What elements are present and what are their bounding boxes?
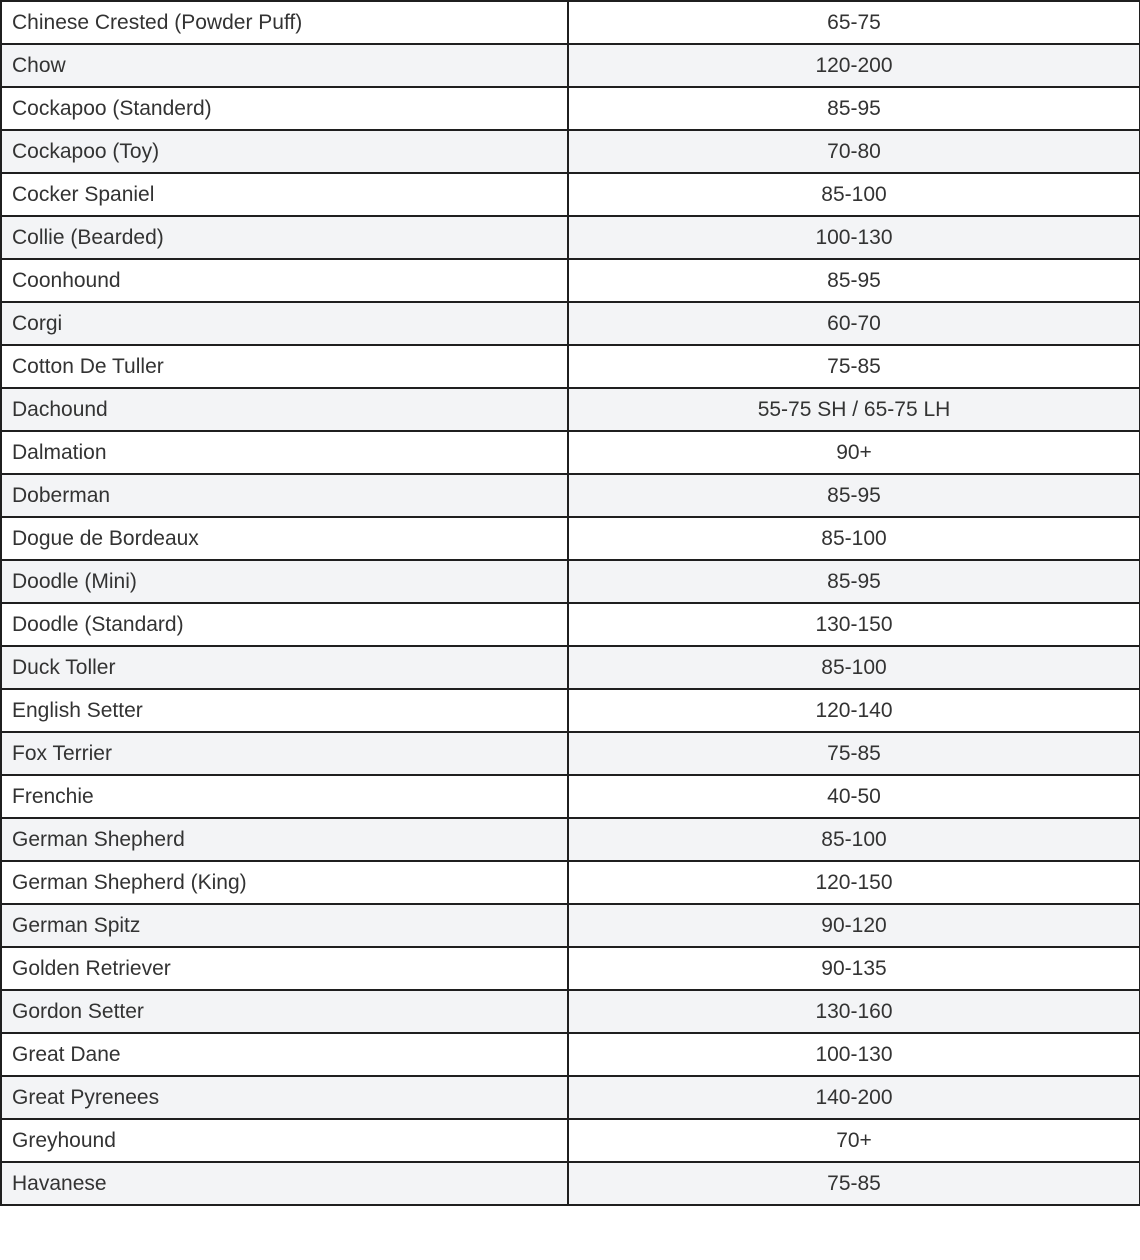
price-range-cell: 140-200	[568, 1076, 1140, 1119]
table-row	[1, 818, 1140, 861]
table-row	[1, 689, 1140, 732]
breed-name-cell: Dogue de Bordeaux	[1, 517, 568, 560]
price-range-cell: 85-100	[568, 818, 1140, 861]
price-range-cell: 120-200	[568, 44, 1140, 87]
price-range-cell: 85-95	[568, 259, 1140, 302]
table-row	[1, 990, 1140, 1033]
breed-name-cell: Cotton De Tuller	[1, 345, 568, 388]
table-row	[1, 775, 1140, 818]
breed-name-cell: Greyhound	[1, 1119, 568, 1162]
table-row	[1, 603, 1140, 646]
price-range-cell: 75-85	[568, 732, 1140, 775]
table-row	[1, 431, 1140, 474]
price-range-cell: 40-50	[568, 775, 1140, 818]
table-row	[1, 646, 1140, 689]
price-range-cell: 55-75 SH / 65-75 LH	[568, 388, 1140, 431]
breed-name-cell: Chow	[1, 44, 568, 87]
price-range-cell: 85-95	[568, 560, 1140, 603]
price-range-cell: 70+	[568, 1119, 1140, 1162]
breed-name-cell: Great Dane	[1, 1033, 568, 1076]
price-range-cell: 120-150	[568, 861, 1140, 904]
breed-name-cell: Havanese	[1, 1162, 568, 1205]
price-range-cell: 75-85	[568, 345, 1140, 388]
breed-name-cell: German Shepherd	[1, 818, 568, 861]
breed-name-cell: Dalmation	[1, 431, 568, 474]
table-row	[1, 87, 1140, 130]
table-row	[1, 732, 1140, 775]
breed-name-cell: Corgi	[1, 302, 568, 345]
price-range-cell: 75-85	[568, 1162, 1140, 1205]
table-row	[1, 861, 1140, 904]
breed-name-cell: Golden Retriever	[1, 947, 568, 990]
table-row	[1, 517, 1140, 560]
breed-name-cell: Chinese Crested (Powder Puff)	[1, 1, 568, 44]
table-row	[1, 474, 1140, 517]
breed-name-cell: English Setter	[1, 689, 568, 732]
price-range-cell: 100-130	[568, 1033, 1140, 1076]
breed-name-cell: German Spitz	[1, 904, 568, 947]
price-range-cell: 65-75	[568, 1, 1140, 44]
table-row	[1, 947, 1140, 990]
table-body	[1, 1, 1140, 1205]
table-row	[1, 1, 1140, 44]
breed-name-cell: Dachound	[1, 388, 568, 431]
table-row	[1, 259, 1140, 302]
price-range-cell: 85-95	[568, 474, 1140, 517]
price-range-cell: 130-150	[568, 603, 1140, 646]
price-range-cell: 90-135	[568, 947, 1140, 990]
table-row	[1, 216, 1140, 259]
breed-name-cell: Great Pyrenees	[1, 1076, 568, 1119]
price-range-cell: 85-95	[568, 87, 1140, 130]
price-range-cell: 120-140	[568, 689, 1140, 732]
breed-name-cell: Doberman	[1, 474, 568, 517]
table-row	[1, 130, 1140, 173]
price-range-cell: 85-100	[568, 173, 1140, 216]
table-row	[1, 388, 1140, 431]
price-range-cell: 90-120	[568, 904, 1140, 947]
breed-name-cell: Duck Toller	[1, 646, 568, 689]
breed-name-cell: Collie (Bearded)	[1, 216, 568, 259]
breed-name-cell: Doodle (Mini)	[1, 560, 568, 603]
breed-name-cell: Cockapoo (Toy)	[1, 130, 568, 173]
table-row	[1, 1076, 1140, 1119]
breed-name-cell: Gordon Setter	[1, 990, 568, 1033]
breed-name-cell: Cocker Spaniel	[1, 173, 568, 216]
table-row	[1, 302, 1140, 345]
table-row	[1, 904, 1140, 947]
table-row	[1, 173, 1140, 216]
table-row	[1, 1119, 1140, 1162]
breed-name-cell: Coonhound	[1, 259, 568, 302]
breed-name-cell: German Shepherd (King)	[1, 861, 568, 904]
price-range-cell: 100-130	[568, 216, 1140, 259]
price-range-cell: 85-100	[568, 517, 1140, 560]
price-range-cell: 70-80	[568, 130, 1140, 173]
price-range-cell: 60-70	[568, 302, 1140, 345]
price-range-cell: 90+	[568, 431, 1140, 474]
table-row	[1, 560, 1140, 603]
table-row	[1, 1162, 1140, 1205]
table-row	[1, 1033, 1140, 1076]
table-row	[1, 44, 1140, 87]
breed-name-cell: Doodle (Standard)	[1, 603, 568, 646]
breed-name-cell: Fox Terrier	[1, 732, 568, 775]
price-range-cell: 85-100	[568, 646, 1140, 689]
table-row	[1, 345, 1140, 388]
price-range-cell: 130-160	[568, 990, 1140, 1033]
breed-name-cell: Cockapoo (Standerd)	[1, 87, 568, 130]
breed-name-cell: Frenchie	[1, 775, 568, 818]
